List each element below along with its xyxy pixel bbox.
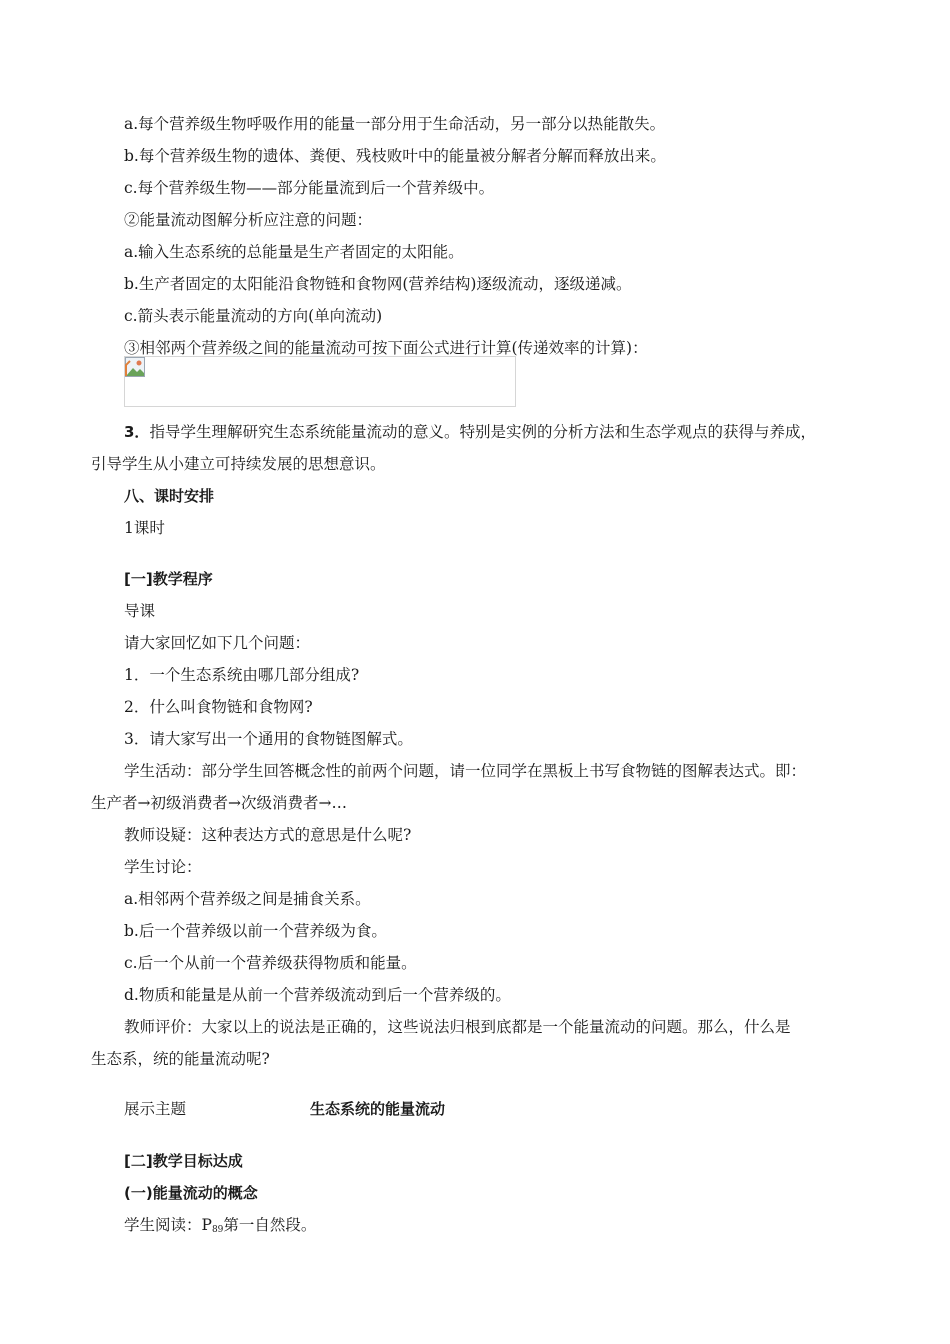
text-line: 学生讨论：: [124, 858, 202, 876]
list-item: d.物质和能量是从前一个营养级流动到后一个营养级的。: [124, 986, 511, 1004]
broken-image-icon: [125, 357, 145, 377]
text-line: ③相邻两个营养级之间的能量流动可按下面公式进行计算(传递效率的计算)：: [124, 339, 648, 357]
text-line: 引导学生从小建立可持续发展的思想意识。: [91, 455, 386, 473]
subsection-heading: (一)能量流动的概念: [124, 1184, 258, 1202]
text-line: 指导学生理解研究生态系统能量流动的意义。特别是实例的分析方法和生态学观点的获得与养成，: [149, 423, 816, 441]
text-line: a.每个营养级生物呼吸作用的能量一部分用于生命活动，另一部分以热能散失。: [124, 115, 666, 133]
formula-image-placeholder: [124, 356, 516, 407]
text-line: a.输入生态系统的总能量是生产者固定的太阳能。: [124, 243, 464, 261]
text-line: 教师设疑：这种表达方式的意思是什么呢?: [124, 826, 412, 844]
text-line: ②能量流动图解分析应注意的问题：: [124, 211, 373, 229]
text-line: 导课: [124, 602, 156, 620]
list-item: 3．请大家写出一个通用的食物链图解式。: [124, 730, 413, 748]
text-line: 生态系，统的能量流动呢?: [91, 1050, 270, 1068]
text-line: 1课时: [124, 519, 165, 537]
list-item: a.相邻两个营养级之间是捕食关系。: [124, 890, 371, 908]
text-fragment: 第一自然段。: [223, 1216, 317, 1234]
text-line: b.生产者固定的太阳能沿食物链和食物网(营养结构)逐级流动，逐级递减。: [124, 275, 632, 293]
text-line: 请大家回忆如下几个问题：: [124, 634, 311, 652]
section-heading: [二]教学目标达成: [124, 1152, 243, 1170]
section-heading: 八、课时安排: [124, 487, 215, 505]
show-topic-label: 展示主题: [124, 1100, 187, 1118]
paragraph-3: [124, 421, 816, 443]
list-item: 2．什么叫食物链和食物网?: [124, 698, 313, 716]
list-item: 1．一个生态系统由哪几部分组成?: [124, 666, 360, 684]
text-fragment: 学生阅读：P: [124, 1216, 212, 1234]
reading-instruction: [124, 1214, 316, 1241]
text-line: c.箭头表示能量流动的方向(单向流动): [124, 307, 383, 325]
show-topic-title: 生态系统的能量流动: [310, 1100, 446, 1118]
section-heading: [一]教学程序: [124, 570, 213, 588]
page-subscript: 89: [211, 1225, 224, 1235]
food-chain-expression: 生产者→初级消费者→次级消费者→…: [91, 794, 347, 812]
item-number: 3．: [124, 423, 150, 441]
text-line: 教师评价：大家以上的说法是正确的，这些说法归根到底都是一个能量流动的问题。那么，什么是: [124, 1018, 791, 1036]
text-line: c.每个营养级生物——部分能量流到后一个营养级中。: [124, 179, 495, 197]
text-line: 学生活动：部分学生回答概念性的前两个问题，请一位同学在黑板上书写食物链的图解表达式。即：: [124, 762, 807, 780]
list-item: b.后一个营养级以前一个营养级为食。: [124, 922, 387, 940]
list-item: c.后一个从前一个营养级获得物质和能量。: [124, 954, 417, 972]
text-line: b.每个营养级生物的遗体、粪便、残枝败叶中的能量被分解者分解而释放出来。: [124, 147, 666, 165]
